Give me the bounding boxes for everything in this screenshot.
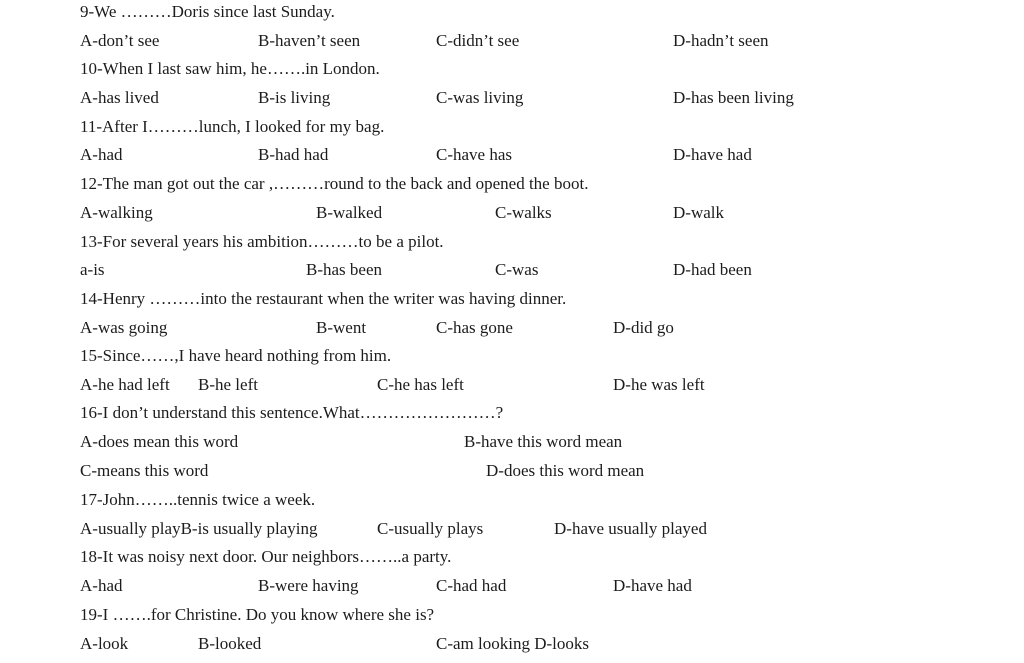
q16-option-c: C-means this word: [80, 461, 209, 480]
q10-option-a: A-has lived: [80, 88, 159, 107]
q13-option-c: C-was: [495, 260, 539, 279]
q9-option-c: C-didn’t see: [436, 31, 520, 50]
question-13-stem: 13-For several years his ambition………to be a pilot.: [80, 232, 444, 251]
q15-option-b: B-he left: [198, 375, 258, 394]
q12-option-a: A-walking: [80, 203, 153, 222]
q19-option-b: B-looked: [198, 634, 262, 653]
q11-option-d: D-have had: [673, 145, 752, 164]
q13-option-b: B-has been: [306, 260, 383, 279]
q17-option-c: C-usually plays: [377, 519, 484, 538]
q17-option-a-b: A-usually playB-is usually playing: [80, 519, 318, 538]
question-18-stem: 18-It was noisy next door. Our neighbors……..a party.: [80, 547, 452, 566]
question-14-stem: 14-Henry ………into the restaurant when the writer was having dinner.: [80, 289, 567, 308]
q9-option-b: B-haven’t seen: [258, 31, 361, 50]
q13-option-d: D-had been: [673, 260, 752, 279]
q19-option-a: A-look: [80, 634, 129, 653]
question-11-stem: 11-After I………lunch, I looked for my bag.: [80, 117, 385, 136]
q10-option-c: C-was living: [436, 88, 524, 107]
q12-option-c: C-walks: [495, 203, 552, 222]
q18-option-c: C-had had: [436, 576, 507, 595]
question-15-stem: 15-Since……,I have heard nothing from him.: [80, 346, 392, 365]
question-17-stem: 17-John……..tennis twice a week.: [80, 490, 316, 509]
question-10-stem: 10-When I last saw him, he…….in London.: [80, 59, 380, 78]
q14-option-d: D-did go: [613, 318, 674, 337]
question-12-stem: 12-The man got out the car ,………round to the back and opened the boot.: [80, 174, 589, 193]
q9-option-d: D-hadn’t seen: [673, 31, 769, 50]
q16-option-a: A-does mean this word: [80, 432, 239, 451]
q11-option-c: C-have has: [436, 145, 513, 164]
q12-option-d: D-walk: [673, 203, 724, 222]
q13-option-a: a-is: [80, 260, 105, 279]
q10-option-b: B-is living: [258, 88, 331, 107]
q16-option-b: B-have this word mean: [464, 432, 623, 451]
q15-option-c: C-he has left: [377, 375, 464, 394]
q15-option-a: A-he had left: [80, 375, 170, 394]
q16-option-d: D-does this word mean: [486, 461, 645, 480]
q11-option-b: B-had had: [258, 145, 329, 164]
q14-option-a: A-was going: [80, 318, 168, 337]
q14-option-c: C-has gone: [436, 318, 513, 337]
q17-option-d: D-have usually played: [554, 519, 707, 538]
question-19-stem: 19-I …….for Christine. Do you know where she is?: [80, 605, 435, 624]
question-9-stem: 9-We ………Doris since last Sunday.: [80, 2, 335, 21]
q11-option-a: A-had: [80, 145, 123, 164]
q18-option-d: D-have had: [613, 576, 692, 595]
q19-option-c-d: C-am looking D-looks: [436, 634, 589, 653]
q18-option-b: B-were having: [258, 576, 359, 595]
q12-option-b: B-walked: [316, 203, 383, 222]
q10-option-d: D-has been living: [673, 88, 794, 107]
question-16-stem: 16-I don’t understand this sentence.What……………………?: [80, 403, 504, 422]
q14-option-b: B-went: [316, 318, 367, 337]
q9-option-a: A-don’t see: [80, 31, 160, 50]
q18-option-a: A-had: [80, 576, 123, 595]
q15-option-d: D-he was left: [613, 375, 705, 394]
